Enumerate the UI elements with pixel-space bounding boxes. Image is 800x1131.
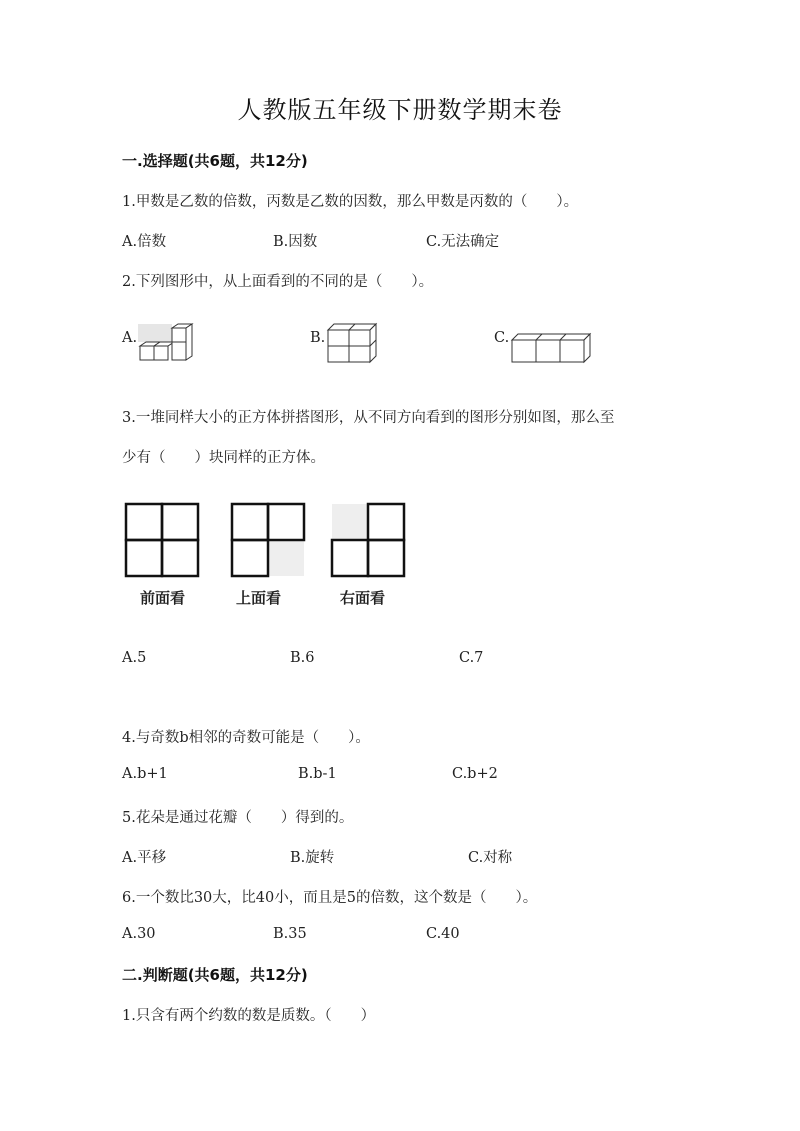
q5-option-a: A.平移 bbox=[122, 850, 167, 866]
q2-option-b: B. bbox=[310, 330, 326, 346]
q3-caption-front: 前面看 bbox=[140, 589, 186, 607]
q2-figure-c bbox=[508, 332, 594, 366]
q3-right-view bbox=[330, 502, 408, 578]
page-title: 人教版五年级下册数学期末卷 bbox=[237, 96, 563, 124]
q6-option-a: A.30 bbox=[122, 926, 156, 942]
q2-option-a: A. bbox=[122, 330, 138, 346]
q3-option-b: B.6 bbox=[290, 650, 315, 666]
q4-option-c: C.b+2 bbox=[452, 766, 498, 782]
q1-option-b: B.因数 bbox=[273, 234, 318, 250]
q5-option-b: B.旋转 bbox=[290, 850, 335, 866]
q3-option-a: A.5 bbox=[122, 650, 147, 666]
question-6-text: 6.一个数比30大，比40小，而且是5的倍数，这个数是（ ）。 bbox=[122, 890, 538, 906]
section-heading-judgement: 二.判断题(共6题，共12分) bbox=[122, 966, 308, 984]
q4-option-b: B.b-1 bbox=[298, 766, 337, 782]
judgement-question-1-text: 1.只含有两个约数的数是质数。（ ） bbox=[122, 1008, 376, 1024]
q3-top-view bbox=[230, 502, 308, 578]
question-1-text: 1.甲数是乙数的倍数，丙数是乙数的因数，那么甲数是丙数的（ ）。 bbox=[122, 194, 579, 210]
question-5-text: 5.花朵是通过花瓣（ ）得到的。 bbox=[122, 810, 354, 826]
q1-option-c: C.无法确定 bbox=[426, 234, 500, 250]
q2-figure-b bbox=[324, 322, 380, 366]
q3-caption-top: 上面看 bbox=[236, 589, 282, 607]
question-2-text: 2.下列图形中，从上面看到的不同的是（ ）。 bbox=[122, 274, 434, 290]
question-4-text: 4.与奇数b相邻的奇数可能是（ ）。 bbox=[122, 730, 370, 746]
q5-option-c: C.对称 bbox=[468, 850, 513, 866]
section-heading-choice: 一.选择题(共6题，共12分) bbox=[122, 152, 308, 170]
q1-option-a: A.倍数 bbox=[122, 234, 167, 250]
q3-option-c: C.7 bbox=[459, 650, 484, 666]
question-3-text-line1: 3.一堆同样大小的正方体拼搭图形，从不同方向看到的图形分别如图，那么至 bbox=[122, 410, 615, 426]
question-3-text-line2: 少有（ ）块同样的正方体。 bbox=[122, 450, 325, 466]
q3-front-view bbox=[124, 502, 200, 578]
q2-option-c: C. bbox=[494, 330, 510, 346]
q2-figure-a bbox=[136, 322, 198, 368]
q6-option-c: C.40 bbox=[426, 926, 460, 942]
q4-option-a: A.b+1 bbox=[122, 766, 168, 782]
q3-caption-right: 右面看 bbox=[340, 589, 386, 607]
q6-option-b: B.35 bbox=[273, 926, 307, 942]
